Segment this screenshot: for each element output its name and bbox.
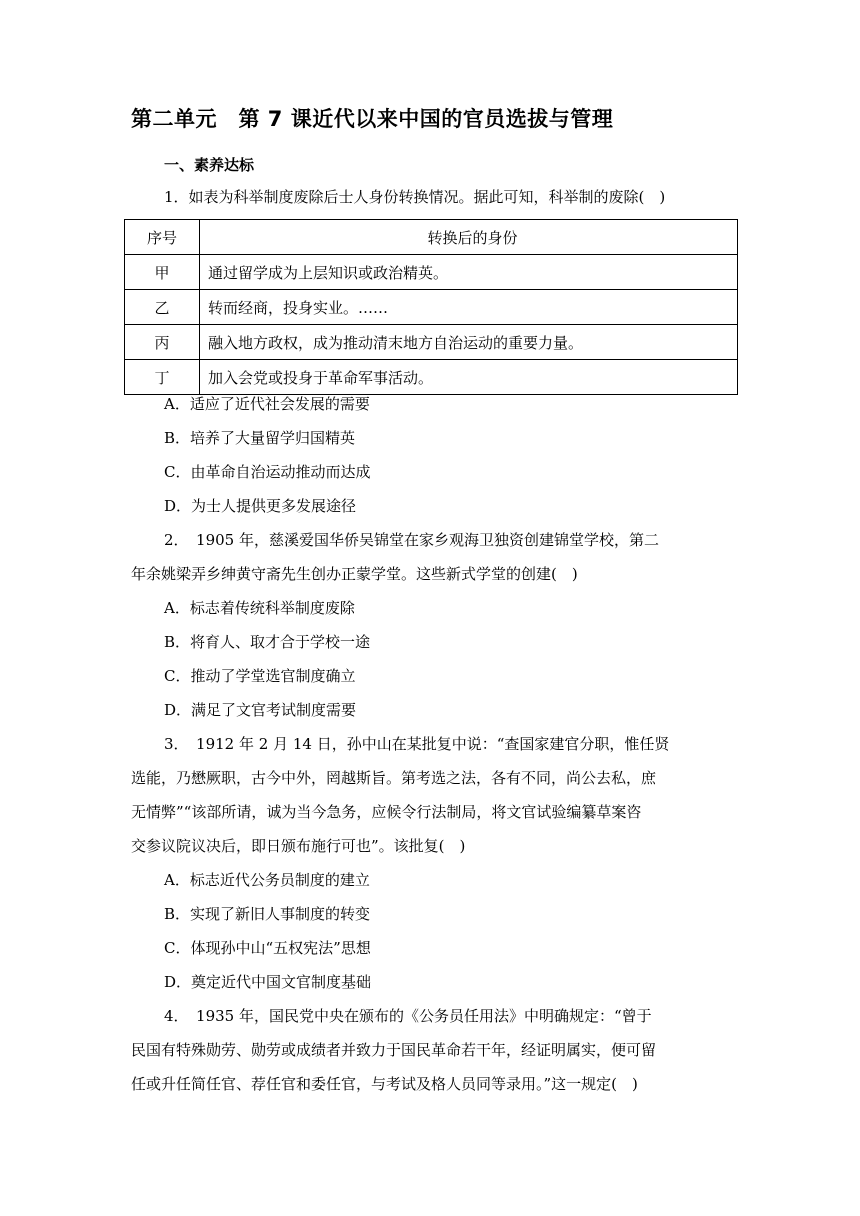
question-1-option-b: B．培养了大量留学归国精英 — [164, 429, 356, 447]
question-2-option-a: A．标志着传统科举制度废除 — [164, 599, 355, 617]
question-2-stem-line: 年余姚梁弄乡绅黄守斋先生创办正蒙学堂。这些新式学堂的创建( ) — [131, 565, 578, 583]
table-cell: 转而经商，投身实业。…… — [200, 290, 738, 325]
question-3-stem-line: 无情弊”“该部所请，诚为当今急务，应候令行法制局，将文官试验编纂草案咨 — [131, 803, 642, 821]
table-header-cell: 转换后的身份 — [200, 220, 738, 255]
question-1-stem: 1．如表为科举制度废除后士人身份转换情况。据此可知，科举制的废除( ) — [164, 188, 666, 206]
question-2-stem-line: 2． 1905 年，慈溪爱国华侨吴锦堂在家乡观海卫独资创建锦堂学校，第二 — [164, 531, 659, 549]
question-1-option-d: D．为士人提供更多发展途径 — [164, 497, 357, 515]
question-4-stem-line: 民国有特殊勋劳、勋劳或成绩者并致力于国民革命若干年，经证明属实，便可留 — [131, 1041, 657, 1059]
question-3-stem-line: 交参议院议决后，即日颁布施行可也”。该批复( ) — [131, 837, 466, 855]
table-cell: 乙 — [125, 290, 200, 325]
section-heading: 一、素养达标 — [164, 156, 255, 174]
question-2-option-c: C．推动了学堂选官制度确立 — [164, 667, 356, 685]
question-2-option-b: B．将育人、取才合于学校一途 — [164, 633, 371, 651]
question-3-option-d: D．奠定近代中国文官制度基础 — [164, 973, 372, 991]
table-cell: 通过留学成为上层知识或政治精英。 — [200, 255, 738, 290]
question-3-option-a: A．标志近代公务员制度的建立 — [164, 871, 370, 889]
question-1-option-c: C．由革命自治运动推动而达成 — [164, 463, 371, 481]
question-4-stem-line: 任或升任简任官、荐任官和委任官，与考试及格人员同等录用。”这一规定( ) — [131, 1075, 638, 1093]
table-header-cell: 序号 — [125, 220, 200, 255]
question-2-option-d: D．满足了文官考试制度需要 — [164, 701, 357, 719]
table-row — [125, 290, 738, 325]
page-title: 第二单元 第 7 课近代以来中国的官员选拔与管理 — [131, 107, 614, 131]
table-cell: 融入地方政权，成为推动清末地方自治运动的重要力量。 — [200, 325, 738, 360]
table-row — [125, 255, 738, 290]
table-row — [125, 325, 738, 360]
question-3-stem-line: 3． 1912 年 2 月 14 日，孙中山在某批复中说：“查国家建官分职，惟任贤 — [164, 735, 670, 753]
table-cell: 丁 — [125, 360, 200, 395]
question-3-stem-line: 选能，乃懋厥职，古今中外，罔越斯旨。第考选之法，各有不同，尚公去私，庶 — [131, 769, 657, 787]
question-3-option-b: B．实现了新旧人事制度的转变 — [164, 905, 371, 923]
table-row — [125, 360, 738, 395]
identity-table — [124, 219, 738, 395]
question-1-option-a: A．适应了近代社会发展的需要 — [164, 395, 370, 413]
table-cell: 丙 — [125, 325, 200, 360]
question-3-option-c: C．体现孙中山“五权宪法”思想 — [164, 939, 371, 957]
question-4-stem-line: 4． 1935 年，国民党中央在颁布的《公务员任用法》中明确规定：“曾于 — [164, 1007, 652, 1025]
table-cell: 加入会党或投身于革命军事活动。 — [200, 360, 738, 395]
table-header-row — [125, 220, 738, 255]
table-cell: 甲 — [125, 255, 200, 290]
